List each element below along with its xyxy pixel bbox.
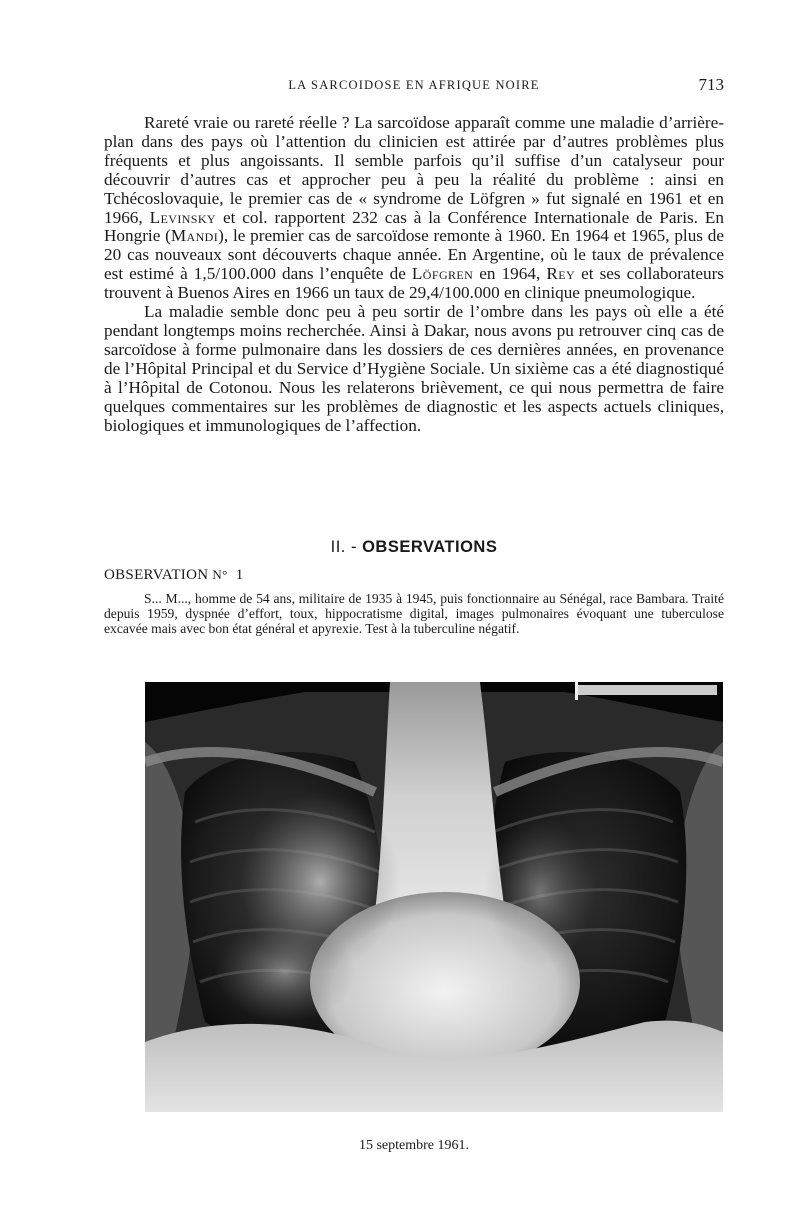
left-hilar-infiltrate [485, 817, 595, 967]
author-name: Rey [546, 264, 576, 284]
section-title: OBSERVATIONS [362, 538, 498, 556]
observation-no-symbol: N° [212, 567, 228, 582]
chest-xray-figure [145, 682, 723, 1112]
observation-label [104, 567, 244, 584]
paragraph-text: et ses collaborateurs trouvent à Buenos Aires en 1966 un taux de 29,4/100.000 en clinique pneumologique. [104, 264, 725, 303]
paragraph-text: en 1964, [473, 264, 547, 284]
paragraph-text: ), le premier cas de sarcoïdose remonte à 1960. En 1964 et 1965, plus de 20 cas nouveaux sont découverts chaque année. En Argentine, où le taux de prévalence est estimé à 1,5/100.000 dans l’enquête de [104, 226, 725, 284]
paragraph-text: et col. rapportent 232 cas à la Conférence Internationale de Paris. En Hongrie ( [104, 207, 724, 246]
running-title: LA SARCOIDOSE EN AFRIQUE NOIRE [288, 78, 540, 92]
body-text [104, 114, 724, 435]
author-name: Levinsky [149, 207, 216, 227]
observation-label-text: OBSERVATION [104, 567, 209, 583]
author-name: Mandi [170, 226, 219, 246]
running-head [104, 76, 724, 96]
chest-xray-image [145, 682, 723, 1112]
observation-text [104, 591, 724, 637]
figure-caption: 15 septembre 1961. [358, 1138, 470, 1153]
paragraph-text: Rareté vraie ou rareté réelle ? La sarcoïdose apparaît comme une maladie d’arrière-plan dans des pays où l’attention du clinicien est attirée par d’autres problèmes plus fréquents et plus angoissants. Il semble parfois qu’il suffise d’un catalyseur pour découvrir d’autres cas et approcher peu à peu la réalité du problème : ainsi en Tchécoslovaquie, le premier cas de « syndrome de Löfgren » fut signalé en 1961 et en 1966, [104, 113, 724, 227]
author-name: Löfgren [411, 264, 474, 284]
right-lower-infiltrate [215, 922, 355, 1022]
film-id-bar [575, 682, 578, 700]
film-id-marker [577, 685, 717, 695]
observation-paragraph: S... M..., homme de 54 ans, militaire de 1935 à 1945, puis fonctionnaire au Sénégal, race Bambara. Traité depuis 1959, dyspnée d’effort, toux, hippocratisme digital, images pulmonaires évoquant une tuberculose excavée mais avec bon état général et apyrexie. Test à la tuberculine négatif. [104, 591, 724, 637]
observation-number: 1 [235, 567, 244, 583]
paragraph-rarete [104, 114, 724, 303]
page-number: 713 [698, 75, 724, 94]
section-number: II. - [330, 538, 357, 556]
paragraph-ombre: La maladie semble donc peu à peu sortir de l’ombre dans les pays où elle a été pendant longtemps moins recherchée. Ainsi à Dakar, nous avons pu retrouver cinq cas de sarcoïdose à forme pulmonaire dans les dossiers de ces dernières années, en provenance de l’Hôpital Principal et du Service d’Hygiène Sociale. Un sixième cas a été diagnostiqué à l’Hôpital de Cotonou. Nous les relaterons brièvement, ce qui nous permettra de faire quelques commentaires sur les problèmes de diagnostic et les aspects actuels cliniques, biologiques et immunologiques de l’affection. [104, 302, 724, 435]
section-heading [104, 538, 724, 557]
